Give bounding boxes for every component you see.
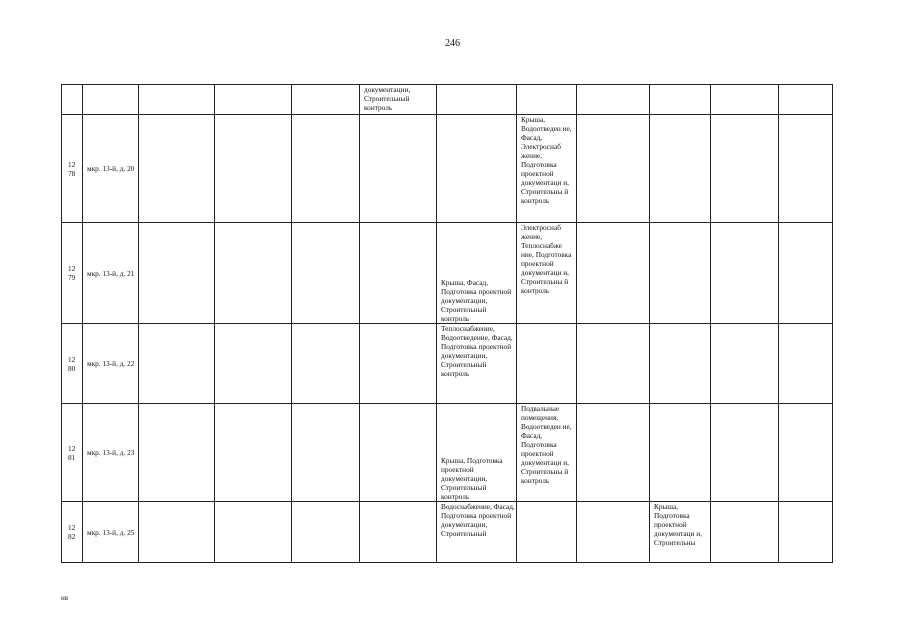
cell-work-types: Электроснаб жение, Теплоснабже ние, Подготовка проектной документаци и, Строительны й контроль (517, 223, 577, 324)
cell (711, 404, 779, 502)
cell-work-types: Теплоснабжение, Водоотведение, Фасад, Подготовка проектной документации, Строительный контроль (437, 324, 517, 404)
table-row (62, 404, 833, 502)
cell (577, 223, 650, 324)
cell (292, 85, 360, 115)
cell-work-types (650, 223, 711, 324)
cell (139, 324, 215, 404)
cell (577, 324, 650, 404)
cell (139, 404, 215, 502)
cell-work-types (517, 85, 577, 115)
cell-work-types (650, 115, 711, 223)
cell (215, 115, 292, 223)
cell-work-types (360, 223, 437, 324)
table-row (62, 85, 833, 115)
cell (292, 502, 360, 563)
cell (292, 404, 360, 502)
row-number: 12 80 (62, 324, 83, 404)
cell-work-types (360, 502, 437, 563)
row-address: мкр. 13-й, д. 20 (83, 115, 139, 223)
cell (215, 502, 292, 563)
cell (139, 85, 215, 115)
row-number: 12 81 (62, 404, 83, 502)
cell-work-types (650, 404, 711, 502)
cell (139, 223, 215, 324)
page-number: 246 (445, 38, 460, 49)
cell-work-types: Крыша, Подготовка проектной документации, Строительный контроль (437, 404, 517, 502)
cell (779, 404, 833, 502)
cell (779, 324, 833, 404)
cell-work-types (360, 324, 437, 404)
cell (292, 324, 360, 404)
cell (292, 223, 360, 324)
cell-work-types: Водоснабжение, Фасад, Подготовка проектной документации, Строительный (437, 502, 517, 563)
row-number (62, 85, 83, 115)
cell-work-types (437, 85, 517, 115)
cell-work-types (360, 404, 437, 502)
cell (711, 85, 779, 115)
cell-work-types (650, 324, 711, 404)
cell (711, 223, 779, 324)
cell-work-types (437, 115, 517, 223)
row-number: 12 82 (62, 502, 83, 563)
cell (215, 223, 292, 324)
cell (711, 502, 779, 563)
cell (779, 223, 833, 324)
cell-work-types (360, 115, 437, 223)
row-address: мкр. 13-й, д. 23 (83, 404, 139, 502)
cell (779, 502, 833, 563)
cell-work-types: Крыша, Фасад, Подготовка проектной документации, Строительный контроль (437, 223, 517, 324)
cell (577, 85, 650, 115)
table-row (62, 502, 833, 563)
cell-work-types: Крыша, Водоотведен ие, Фасад, Электроснаб жение, Подготовка проектной документаци и, Строительны й контроль (517, 115, 577, 223)
table-row (62, 223, 833, 324)
cell-work-types (517, 502, 577, 563)
row-number: 12 78 (62, 115, 83, 223)
cell-work-types: Подвальные помещения, Водоотведен ие, Фасад, Подготовка проектной документаци и, Строительны й контроль (517, 404, 577, 502)
table-row (62, 324, 833, 404)
row-address: мкр. 13-й, д. 21 (83, 223, 139, 324)
table-row (62, 115, 833, 223)
cell-work-types: документации, Строительный контроль (360, 85, 437, 115)
cell (215, 404, 292, 502)
cell-work-types (517, 324, 577, 404)
row-address: мкр. 13-й, д. 25 (83, 502, 139, 563)
cell (139, 115, 215, 223)
cell (577, 115, 650, 223)
row-number: 12 79 (62, 223, 83, 324)
schedule-table (61, 84, 833, 563)
cell (215, 324, 292, 404)
cell (577, 404, 650, 502)
cell (779, 115, 833, 223)
cell (139, 502, 215, 563)
cell (292, 115, 360, 223)
cell-work-types (650, 85, 711, 115)
cell (711, 324, 779, 404)
cell (215, 85, 292, 115)
cell (577, 502, 650, 563)
row-address: мкр. 13-й, д. 22 (83, 324, 139, 404)
cell (779, 85, 833, 115)
footer-mark: нв (61, 594, 69, 602)
cell-work-types: Крыша, Подготовка проектной документаци и, Строительны (650, 502, 711, 563)
cell (711, 115, 779, 223)
row-address (83, 85, 139, 115)
